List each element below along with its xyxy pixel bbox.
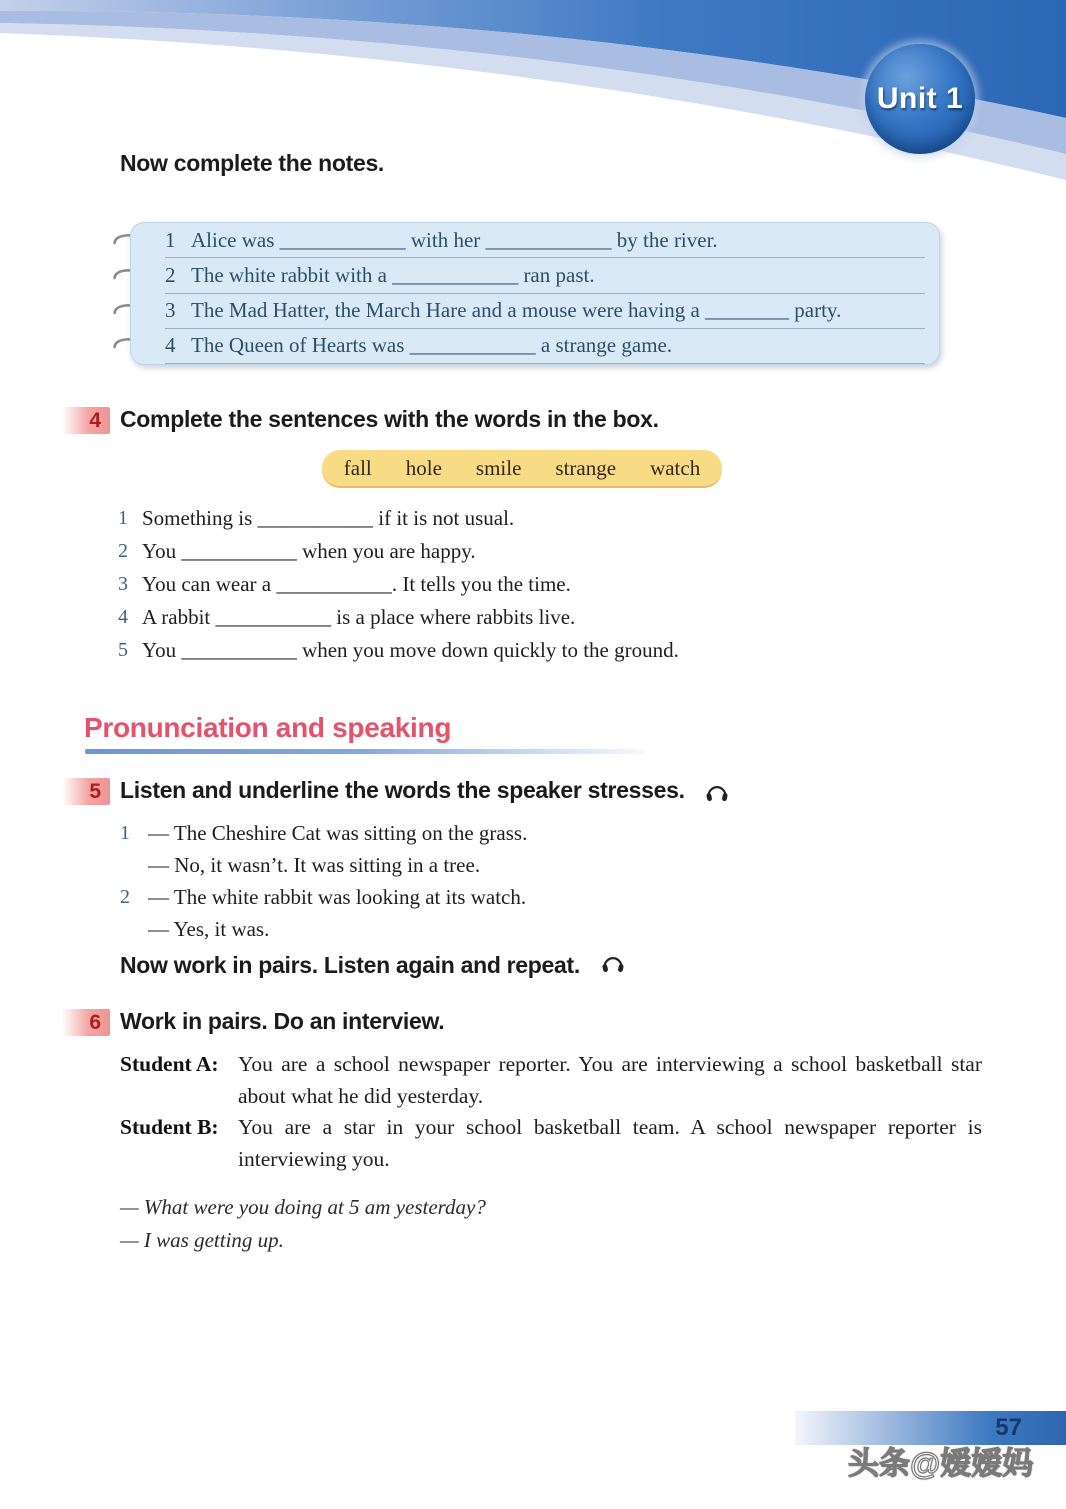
note-item: [165, 258, 925, 293]
sentence-number: 2: [118, 540, 128, 562]
exercise-5-followup: [120, 950, 626, 979]
dialogue-text: — Yes, it was.: [148, 916, 270, 941]
sentence-text: You can wear a ___________. It tells you the time.: [142, 572, 571, 596]
sentence-item: [118, 502, 679, 535]
role-student-b: [120, 1112, 982, 1175]
headphones-icon: [600, 950, 626, 976]
exercise-6-badge: [62, 1009, 110, 1036]
unit-badge-label: Unit 1: [876, 82, 964, 115]
sentence-text: You ___________ when you are happy.: [142, 539, 476, 563]
sentence-number: 1: [118, 507, 128, 529]
word-box-word: smile: [475, 455, 522, 480]
notes-heading: Now complete the notes.: [120, 150, 385, 176]
exercise-5-heading: Listen and underline the words the speaker stresses.: [120, 777, 685, 803]
role-student-a: [120, 1049, 982, 1112]
dialogue-text: — No, it wasn’t. It was sitting in a tree.: [148, 852, 481, 877]
exercise-4-badge: [62, 407, 110, 434]
section-heading: Pronunciation and speaking: [84, 712, 452, 743]
followup-text: Now work in pairs. Listen again and repeat.: [120, 952, 580, 978]
sentence-item: [118, 634, 679, 667]
page-number: 57: [995, 1414, 1022, 1441]
role-text: You are a star in your school basketball team. A school newspaper reporter is interviewing you.: [238, 1115, 982, 1171]
word-box-word: strange: [555, 455, 617, 480]
sentence-number: 5: [118, 639, 128, 661]
dialogue-text: — The white rabbit was looking at its watch.: [148, 884, 527, 909]
headphones-icon: [704, 779, 730, 805]
watermark: 头条@嫒嫒妈: [848, 1446, 1034, 1481]
note-number: 1: [165, 227, 176, 252]
dialogue-line: [120, 849, 527, 881]
note-text: The Mad Hatter, the March Hare and a mouse were having a ________ party.: [191, 298, 842, 323]
exercise-4-heading: Complete the sentences with the words in the box.: [120, 406, 659, 432]
dialogue-line: [120, 817, 527, 849]
unit-badge: [865, 44, 975, 154]
word-box-word: watch: [650, 455, 701, 480]
dialogue-text: — The Cheshire Cat was sitting on the grass.: [148, 820, 528, 845]
example-line: — What were you doing at 5 am yesterday?: [120, 1195, 486, 1219]
dialogue-line: [120, 913, 527, 945]
sentence-item: [118, 568, 679, 601]
note-text: Alice was ____________ with her ____________ by the river.: [191, 227, 718, 252]
note-item: [165, 329, 925, 364]
note-number: 3: [165, 298, 176, 323]
sentence-text: A rabbit ___________ is a place where rabbits live.: [142, 605, 576, 629]
sentence-text: Something is ___________ if it is not usual.: [142, 506, 515, 530]
sentence-item: [118, 601, 679, 634]
exercise-4-number: 4: [89, 408, 101, 432]
role-label: Student A:: [120, 1052, 219, 1076]
notes-box: [130, 222, 940, 365]
note-number: 2: [165, 262, 176, 287]
word-box-word: hole: [405, 455, 442, 480]
word-box-word: fall: [343, 455, 372, 480]
example-dialogue: [120, 1191, 486, 1256]
dialogue-line: [120, 881, 527, 913]
exercise-6-roles: [120, 1049, 982, 1175]
exercise-5-dialogues: [120, 817, 527, 945]
note-number: 4: [165, 333, 176, 358]
sentence-text: You ___________ when you move down quickly to the ground.: [142, 638, 679, 662]
exercise-5-badge: [62, 778, 110, 805]
sentence-number: 4: [118, 606, 128, 628]
sentence-number: 3: [118, 573, 128, 595]
exercise-5-number: 5: [89, 779, 101, 803]
note-item: [165, 223, 925, 258]
example-line: — I was getting up.: [120, 1227, 284, 1252]
section-underline: [85, 749, 645, 754]
exercise-4-sentences: [118, 502, 679, 667]
role-label: Student B:: [120, 1115, 219, 1139]
exercise-6-heading: Work in pairs. Do an interview.: [120, 1008, 445, 1034]
note-text: The Queen of Hearts was ____________ a strange game.: [191, 333, 673, 358]
sentence-item: [118, 535, 679, 568]
note-text: The white rabbit with a ____________ ran past.: [191, 262, 595, 287]
role-text: You are a school newspaper reporter. You are interviewing a school basketball star about what he did yesterday.: [238, 1052, 982, 1108]
note-item: [165, 294, 925, 329]
dialogue-number: 2: [120, 885, 130, 908]
dialogue-number: 1: [120, 821, 130, 844]
word-box: [322, 450, 722, 488]
exercise-6-number: 6: [89, 1010, 101, 1034]
